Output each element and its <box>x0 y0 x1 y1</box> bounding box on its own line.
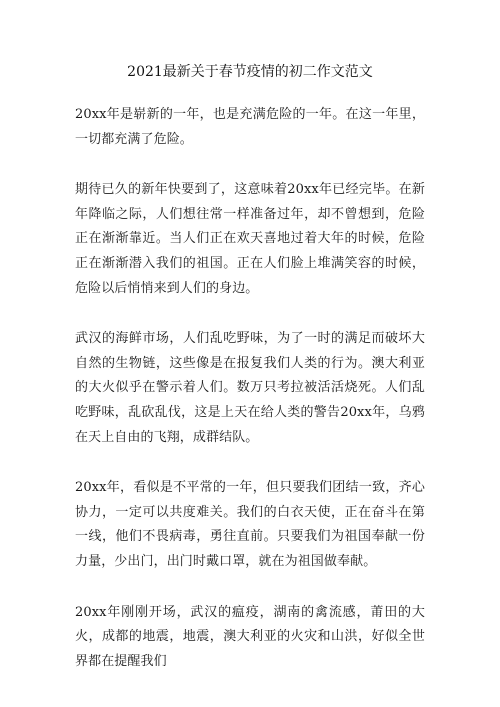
paragraph-1: 20xx年是崭新的一年，也是充满危险的一年。在这一年里，一切都充满了危险。 <box>75 107 425 147</box>
paragraph-2: 期待已久的新年快要到了，这意味着20xx年已经完毕。在新年降临之际，人们想往常一样准备过年，却不曾想到，危险正在渐渐靠近。当人们正在欢天喜地过着大年的时候，危险正在渐渐潜入我们的祖国。正在人们脸上堆满笑容的时候，危险以后悄悄来到人们的身边。 <box>75 182 425 296</box>
document-body <box>75 103 425 700</box>
paragraph-4: 20xx年，看似是不平常的一年，但只要我们团结一致，齐心协力，一定可以共度难关。我们的白衣天使，正在奋斗在第一线，他们不畏病毒，勇往直前。只要我们为祖国奉献一份力量，少出门，出门时戴口罩，就在为祖国做奉献。 <box>75 480 425 569</box>
document-title: 2021最新关于春节疫情的初二作文范文 <box>127 64 373 80</box>
paragraph-3: 武汉的海鲜市场，人们乱吃野味，为了一时的满足而破坏大自然的生物链，这些像是在报复我们人类的行为。澳大利亚的大火似乎在警示着人们。数万只考拉被活活烧死。人们乱吃野味，乱砍乱伐，这是上天在给人类的警告20xx年，乌鸦在天上自由的飞翔，成群结队。 <box>75 331 425 445</box>
paragraph-5: 20xx年刚刚开场，武汉的瘟疫，湖南的禽流感，莆田的大火，成都的地震，地震，澳大利亚的火灾和山洪，好似全世界都在提醒我们 <box>75 604 425 669</box>
